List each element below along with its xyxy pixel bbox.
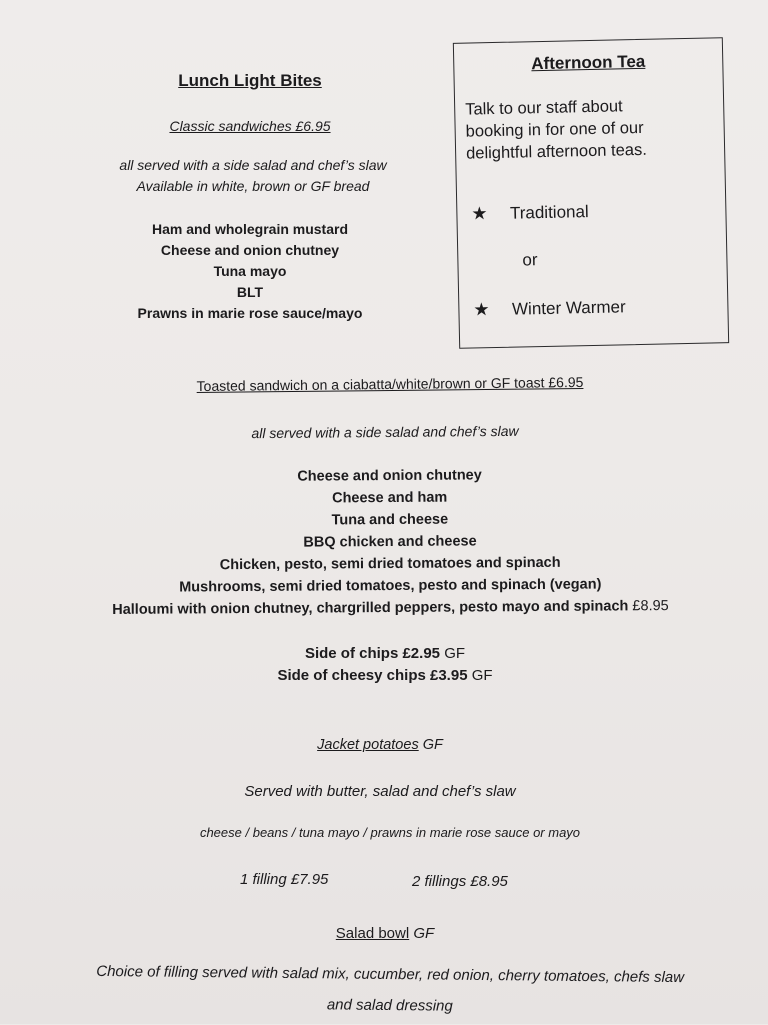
tea-option-winter — [473, 294, 723, 320]
gf-tag: GF — [422, 737, 443, 753]
jacket-note: Served with butter, salad and chef’s slaw — [244, 783, 516, 800]
side-chips — [160, 643, 610, 665]
tea-option-label: Traditional — [509, 202, 589, 223]
side-cheesy-label: Side of cheesy chips £3.95 — [277, 667, 468, 684]
tea-option-label: Winter Warmer — [511, 297, 626, 319]
salad-heading-label: Salad bowl — [335, 925, 410, 942]
side-chips-label: Side of chips £2.95 — [304, 645, 441, 662]
list-item-halloumi — [40, 595, 740, 622]
lunch-note-served: all served with a side salad and chef’s slaw — [119, 157, 387, 173]
gf-tag: GF — [413, 925, 435, 942]
halloumi-price: £8.95 — [632, 598, 669, 615]
list-item: Tuna and cheese — [331, 511, 449, 529]
list-item: Prawns in marie rose sauce/mayo — [137, 305, 363, 321]
toasted-sandwich-heading: Toasted sandwich on a ciabatta/white/brown or GF toast £6.95 — [196, 373, 584, 395]
salad-heading — [310, 925, 460, 942]
halloumi-item: Halloumi with onion chutney, chargrilled peppers, pesto mayo and spinach — [112, 598, 629, 618]
afternoon-tea-line: Talk to our staff about — [465, 97, 623, 119]
salad-description — [30, 955, 751, 1025]
toasted-note: all served with a side salad and chef’s slaw — [251, 422, 519, 442]
list-item: BLT — [236, 284, 264, 300]
side-cheesy-chips — [160, 665, 610, 687]
list-item: Mushrooms, semi dried tomatoes, pesto and spinach (vegan) — [179, 576, 602, 596]
salad-description-line: Choice of filling served with salad mix, cucumber, red onion, cherry tomatoes, chefs slaw — [96, 962, 685, 987]
lunch-title: Lunch Light Bites — [178, 71, 322, 90]
lunch-note-bread: Available in white, brown or GF bread — [136, 178, 370, 194]
tea-separator: or — [522, 250, 538, 270]
afternoon-tea-title: Afternoon Tea — [531, 51, 646, 74]
jacket-heading-label: Jacket potatoes — [317, 737, 419, 753]
gf-tag: GF — [471, 667, 493, 684]
jacket-price-one-filling: 1 filling £7.95 — [240, 871, 329, 888]
sides-list — [160, 643, 610, 687]
list-item: Cheese and onion chutney — [160, 242, 340, 258]
list-item: Cheese and onion chutney — [297, 467, 482, 485]
jacket-heading — [250, 737, 510, 753]
gf-tag: GF — [444, 645, 466, 662]
tea-option-traditional — [471, 198, 711, 224]
star-icon: ★ — [473, 299, 490, 320]
star-icon: ★ — [471, 203, 488, 224]
jacket-fillings: cheese / beans / tuna mayo / prawns in marie rose sauce or mayo — [199, 825, 581, 840]
salad-description-line: and salad dressing — [326, 996, 453, 1015]
afternoon-tea-line: booking in for one of our — [465, 118, 644, 141]
list-item: Tuna mayo — [213, 263, 287, 279]
afternoon-tea-text — [465, 93, 716, 164]
afternoon-tea-box — [453, 37, 729, 349]
jacket-price-two-fillings: 2 fillings £8.95 — [412, 873, 508, 890]
afternoon-tea-line: delightful afternoon teas. — [465, 140, 648, 163]
classic-sandwich-list — [95, 219, 405, 324]
classic-sandwiches-heading: Classic sandwiches £6.95 — [169, 118, 331, 134]
list-item: Cheese and ham — [332, 489, 448, 507]
list-item: Ham and wholegrain mustard — [151, 221, 349, 237]
list-item: BBQ chicken and cheese — [303, 533, 477, 551]
toasted-sandwich-list — [39, 463, 740, 622]
list-item: Chicken, pesto, semi dried tomatoes and spinach — [219, 554, 561, 574]
